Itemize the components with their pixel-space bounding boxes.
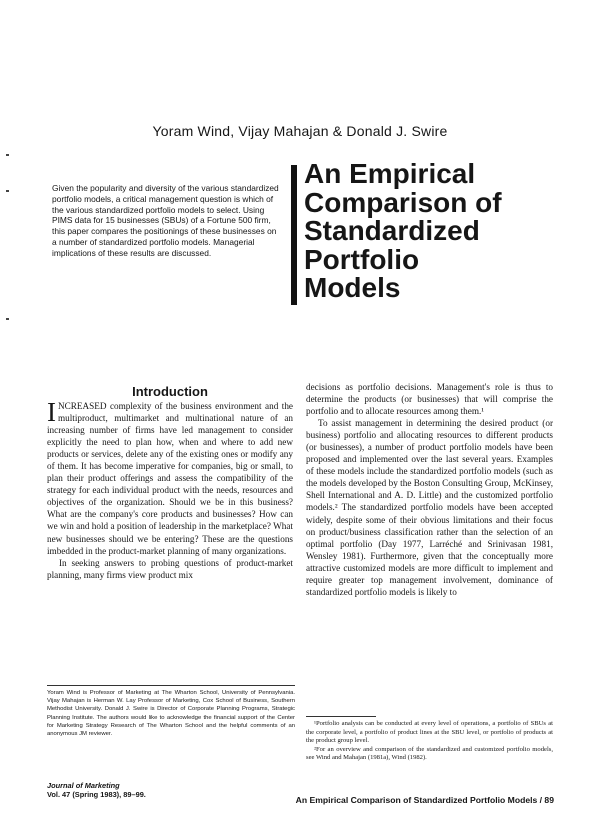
footnotes: [306, 720, 553, 763]
title-line: Models: [304, 272, 401, 303]
title-line: Comparison of: [304, 186, 502, 218]
journal-citation: [47, 781, 146, 799]
title-line: An Empirical: [304, 158, 476, 189]
scan-mark: [6, 190, 9, 192]
intro-paragraph-1: [47, 397, 293, 557]
footnote-rule: [306, 716, 376, 717]
left-column-body: [47, 397, 293, 581]
right-paragraph-2: To assist management in determining the desired product (or business) portfolio and allocating resources to different products (or businesses), a number of product portfolio models have been proposed and implemented over the last several years. Examples of these models include the standardized portfolio models (such as the models developed by the Boston Consulting Group, McKinsey, Shell International and A. D. Little) and the customized portfolio models.² The standardized portfolio models have been accepted widely, despite some of their obvious limitations and their focus on product/business classification rather than the selection of an optimal portfolio (Day 1977, Larréché and Srinivasan 1981, Wensley 1981). Furthermore, given that the conceptually more attractive customized models are more difficult to implement and require greater top management involvement, dominance of standardized portfolio models is likely to: [306, 418, 553, 597]
intro-paragraph-2: In seeking answers to probing questions of product-market planning, many firms view product mix: [47, 557, 293, 580]
drop-cap: I: [47, 397, 56, 427]
abstract: [52, 183, 282, 259]
abstract-text: Given the popularity and diversity of the various standardized portfolio models, a critical management question is which of the various standardized portfolio models to select. Using PIMS data for 15 businesses (SBUs) of a Fortune 500 firm, this paper compares the positionings of these businesses on a number of standardized portfolio models. Managerial implications of these results are discussed.: [52, 183, 279, 258]
title-line: Standardized: [304, 215, 480, 246]
title-line: Portfolio: [304, 243, 420, 275]
author-affiliation-note: Yoram Wind is Professor of Marketing at The Wharton School, University of Pennsylvania. Vijay Mahajan is Herman W. Lay Professor of Marketing, Cox School of Business, Southern Methodist University. Donald J. Swire is Director of Corporate Planning Programs, Strategic Planning Institute. The authors would like to acknowledge the financial support of the Center for Marketing Strategy Research of The Wharton School and the helpful comments of an anonymous JM reviewer.: [47, 690, 295, 738]
author-line: Yoram Wind, Vijay Mahajan & Donald J. Swire: [152, 123, 448, 139]
scan-mark: [6, 154, 9, 156]
section-heading: Introduction: [132, 384, 208, 399]
right-column-body: [306, 381, 553, 598]
affiliation-rule: [47, 685, 295, 686]
running-head: An Empirical Comparison of Standardized Portfolio Models / 89: [295, 795, 554, 805]
title-accent-bar: [291, 165, 297, 305]
article-title: [304, 160, 502, 303]
right-paragraph-1: decisions as portfolio decisions. Management's role is thus to determine the products (or businesses) that will comprise the portfolio and to allocate resources among them.¹: [306, 382, 553, 417]
footnote: ¹Portfolio analysis can be conducted at every level of operations, a portfolio of SBUs at the corporate level, a portfolio of product lines at the SBU level, or portfolio of products at the product group level.: [306, 720, 553, 745]
scan-mark: [6, 318, 9, 320]
journal-volume: Vol. 47 (Spring 1983), 89–99.: [47, 790, 146, 799]
intro-paragraph-1-text: NCREASED complexity of the business environment and the multiproduct, multimarket and multinational nature of an increasing number of firms have led management to consider explicitly the need to plan how, when and where to add new products or services, delete any of the existing ones or modify any of them. It has become imperative for companies, big or small, to plan their product offerings and assess the compatibility of the strategy for each individual product with the needs, resources and objectives of the organization. Should we be in this business? What are the company's core products and businesses? How can we win and hold a position of leadership in the marketplace? What new businesses should we be entering? These are the questions imbedded in the product-market planning of many organizations.: [47, 401, 293, 556]
footnote: ²For an overview and comparison of the standardized and customized portfolio models, see Wind and Mahajan (1981a), Wind (1982).: [306, 745, 553, 762]
journal-name: Journal of Marketing: [47, 781, 120, 790]
